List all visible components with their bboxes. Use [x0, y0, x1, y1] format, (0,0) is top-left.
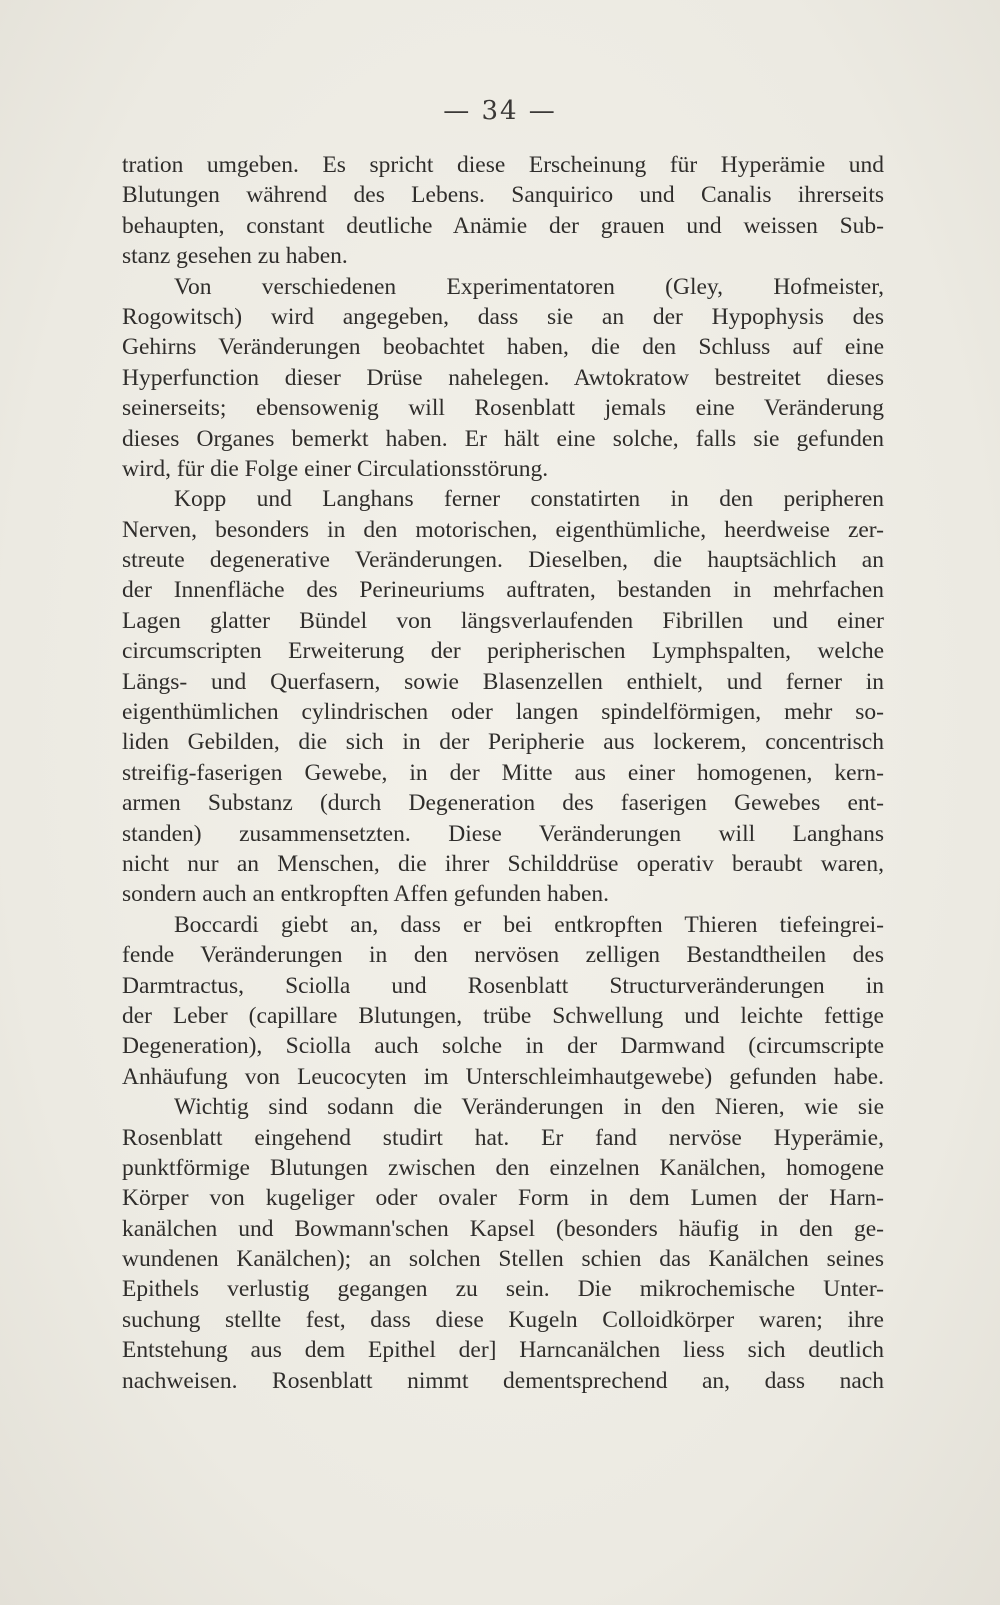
text-line: streute degenerative Veränderungen. Dieselben, die hauptsächlich an [122, 547, 884, 574]
text-line: wundenen Kanälchen); an solchen Stellen schien das Kanälchen seines [122, 1246, 884, 1273]
text-line: Entstehung aus dem Epithel der] Harncanälchen liess sich deutlich [122, 1337, 884, 1364]
text-line: Längs- und Querfasern, sowie Blasenzellen enthielt, und ferner in [122, 668, 884, 695]
text-line: streifig-faserigen Gewebe, in der Mitte aus einer homogenen, kern- [122, 759, 884, 786]
text-line: Von verschiedenen Experimentatoren (Gley, Hofmeister, [174, 273, 884, 300]
text-line: Hyperfunction dieser Drüse nahelegen. Awtokratow bestreitet dieses [122, 364, 884, 391]
text-line: Blutungen während des Lebens. Sanquirico und Canalis ihrerseits [122, 182, 884, 209]
text-line: Rosenblatt eingehend studirt hat. Er fand nervöse Hyperämie, [122, 1124, 884, 1151]
text-line: armen Substanz (durch Degeneration des faserigen Gewebes ent- [122, 790, 884, 817]
text-line: nicht nur an Menschen, die ihrer Schilddrüse operativ beraubt waren, [122, 850, 884, 877]
text-line: Kopp und Langhans ferner constatirten in den peripheren [174, 486, 884, 513]
body-text [122, 150, 884, 1396]
text-line: Degeneration), Sciolla auch solche in der Darmwand (circumscripte [122, 1033, 884, 1060]
text-line: Gehirns Veränderungen beobachtet haben, die den Schluss auf eine [122, 334, 884, 361]
text-line: dieses Organes bemerkt haben. Er hält eine solche, falls sie gefunden [122, 425, 884, 452]
text-line: Rogowitsch) wird angegeben, dass sie an der Hypophysis des [122, 303, 884, 330]
text-line: Nerven, besonders in den motorischen, eigenthümliche, heerdweise zer- [122, 516, 884, 543]
text-line: liden Gebilden, die sich in der Peripherie aus lockerem, concentrisch [122, 729, 884, 756]
text-line: standen) zusammensetzten. Diese Veränderungen will Langhans [122, 820, 884, 847]
text-line: Darmtractus, Sciolla und Rosenblatt Structurveränderungen in [122, 972, 884, 999]
text-line: sondern auch an entkropften Affen gefunden haben. [122, 881, 610, 908]
text-line: circumscripten Erweiterung der peripherischen Lymphspalten, welche [122, 638, 884, 665]
text-line: tration umgeben. Es spricht diese Erscheinung für Hyperämie und [122, 152, 884, 178]
text-line: Epithels verlustig gegangen zu sein. Die mikrochemische Unter- [122, 1276, 884, 1303]
text-line: Lagen glatter Bündel von längsverlaufenden Fibrillen und einer [122, 607, 884, 634]
text-line: stanz gesehen zu haben. [122, 243, 348, 270]
text-line: der Innenfläche des Perineuriums auftraten, bestanden in mehrfachen [122, 577, 884, 604]
text-line: eigenthümlichen cylindrischen oder langen spindelförmigen, mehr so- [122, 699, 884, 726]
text-line: Anhäufung von Leucocyten im Unterschleimhautgewebe) gefunden habe. [122, 1063, 884, 1090]
text-line: fende Veränderungen in den nervösen zelligen Bestandtheilen des [122, 942, 884, 969]
text-line: suchung stellte fest, dass diese Kugeln Colloidkörper waren; ihre [122, 1306, 884, 1333]
text-line: der Leber (capillare Blutungen, trübe Schwellung und leichte fettige [122, 1002, 884, 1029]
text-line: punktförmige Blutungen zwischen den einzelnen Kanälchen, homogene [122, 1154, 884, 1181]
text-line: Wichtig sind sodann die Veränderungen in den Nieren, wie sie [174, 1094, 884, 1121]
text-line: Körper von kugeliger oder ovaler Form in dem Lumen der Harn- [122, 1185, 884, 1212]
text-line: kanälchen und Bowmann'schen Kapsel (besonders häufig in den ge- [122, 1215, 884, 1242]
text-line: behaupten, constant deutliche Anämie der grauen und weissen Sub- [122, 212, 884, 239]
page-number: — 34 — [443, 96, 557, 126]
text-line: Boccardi giebt an, dass er bei entkropften Thieren tiefeingrei- [174, 911, 884, 938]
text-line: seinerseits; ebensowenig will Rosenblatt jemals eine Veränderung [122, 395, 884, 422]
text-line: wird, für die Folge einer Circulationsstörung. [122, 455, 549, 482]
text-line: nachweisen. Rosenblatt nimmt dementsprechend an, dass nach [122, 1367, 884, 1394]
